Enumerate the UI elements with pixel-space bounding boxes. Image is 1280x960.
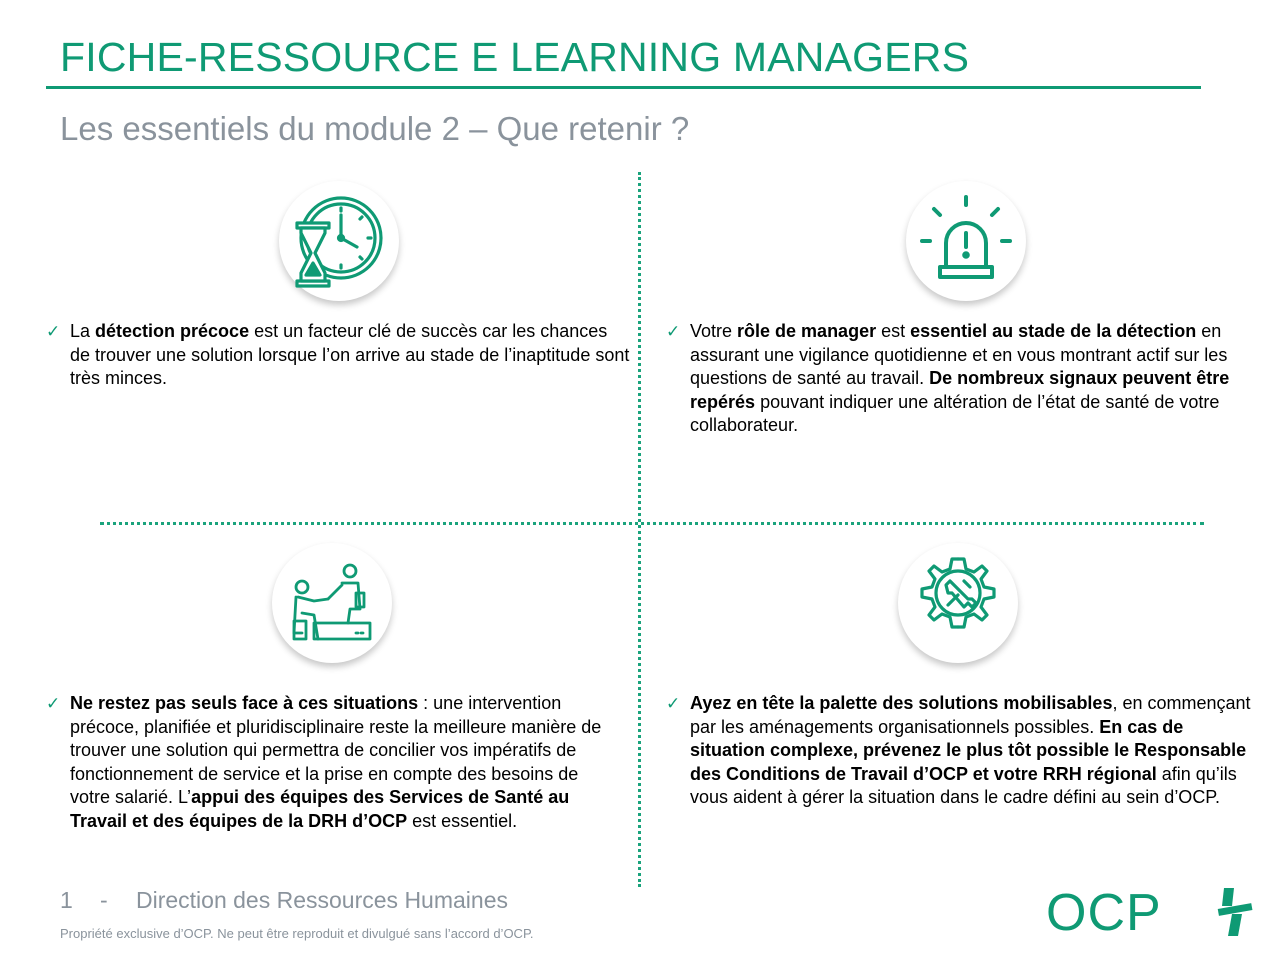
quadrant-text: [70, 320, 630, 391]
text-segment: , en commençant par les aménagements organisationnels possibles.: [690, 693, 1251, 737]
check-icon: ✓: [46, 694, 61, 713]
ocp-logo-icon: [1218, 888, 1253, 936]
bold-text-segment: détection précoce: [95, 321, 250, 341]
text-segment: : une intervention précoce, planifiée et pluridisciplinaire reste la meilleure manière de trouver une solution qui permettra de concilier vos impératifs de fonctionnement de service et la prise en compte des besoins de votre salarié. L’: [70, 693, 602, 807]
bold-text-segment: En cas de situation complexe, prévenez le plus tôt possible le Responsable des Conditions de Travail d’OCP et votre RRH régional: [690, 716, 1247, 784]
role-manager-paragraph: [666, 320, 1250, 438]
horizontal-dotted-divider: [100, 522, 1204, 525]
title-underline: [46, 86, 1201, 89]
palette-solutions-paragraph: [666, 692, 1255, 810]
ne-restez-pas-seuls-paragraph: [46, 692, 615, 833]
footer-department: Direction des Ressources Humaines: [136, 887, 508, 913]
text-segment: La: [70, 321, 96, 341]
quadrant-text: [70, 692, 615, 833]
text-segment: Votre: [690, 321, 738, 341]
text-segment: pouvant indiquer une altération de l’état de santé de votre collaborateur.: [690, 391, 1220, 435]
quadrant-text: [690, 692, 1255, 810]
bold-text-segment: rôle de manager: [737, 321, 877, 341]
text-segment: est: [876, 321, 911, 341]
footer-legal-notice: Propriété exclusive d’OCP. Ne peut être reproduit et divulgué sans l’accord d’OCP.: [60, 926, 534, 941]
hourglass-clock-icon: [279, 181, 399, 301]
bold-text-segment: Ayez en tête la palette des solutions mobilisables: [690, 693, 1113, 713]
check-icon: ✓: [666, 322, 681, 341]
bold-text-segment: Ne restez pas seuls face à ces situations: [70, 693, 419, 713]
gear-wrench-icon: [898, 543, 1018, 663]
check-icon: ✓: [46, 322, 61, 341]
alarm-beacon-icon: [906, 181, 1026, 301]
ocp-logo-text: OCP: [1046, 884, 1162, 942]
bold-text-segment: appui des équipes des Services de Santé au Travail et des équipes de la DRH d’OCP: [70, 787, 570, 831]
text-segment: afin qu’ils vous aident à gérer la situation dans le cadre défini au sein d’OCP.: [690, 763, 1237, 807]
bold-text-segment: essentiel au stade de la détection: [910, 321, 1197, 341]
page-subtitle: Les essentiels du module 2 – Que retenir ?: [60, 110, 690, 147]
text-segment: est un facteur clé de succès car les chances de trouver une solution lorsque l’on arrive au stade de l’inaptitude sont très minces.: [70, 321, 630, 388]
detection-precoce-paragraph: [46, 320, 630, 391]
text-segment: en assurant une vigilance quotidienne et en vous montrant actif sur les questions de santé au travail.: [690, 321, 1228, 388]
check-icon: ✓: [666, 694, 681, 713]
ocp-logo: [1046, 884, 1256, 942]
page-title: FICHE-RESSOURCE E LEARNING MANAGERS: [60, 34, 970, 80]
vertical-dotted-divider: [638, 172, 641, 887]
footer-separator: -: [100, 887, 108, 913]
text-segment: est essentiel.: [407, 810, 518, 831]
bold-text-segment: De nombreux signaux peuvent être repérés: [690, 368, 1230, 412]
helping-hand-climb-icon: [272, 543, 392, 663]
page-number: 1: [60, 887, 73, 913]
quadrant-text: [690, 320, 1250, 438]
